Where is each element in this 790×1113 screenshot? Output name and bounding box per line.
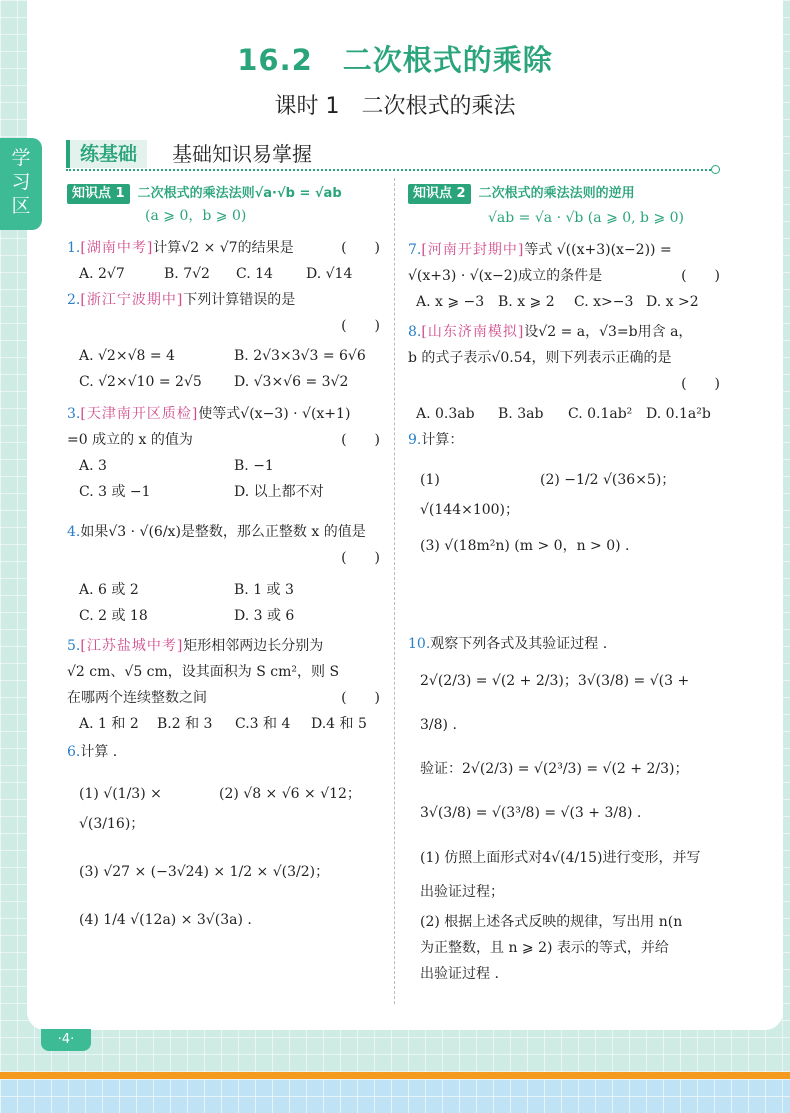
answer-paren: ( ): [341, 432, 380, 448]
calc-item: (1) √(1/3) × √(3/16)；: [79, 786, 162, 832]
section-band: [66, 138, 718, 170]
question-source: [天津南开区质检]: [80, 406, 199, 422]
lesson-subtitle: 课时 1 二次根式的乘法: [274, 94, 516, 119]
question-text: 如果√3 · √(6/x)是整数，那么正整数 x 的值是: [80, 524, 366, 540]
option-b: B. 3ab: [498, 406, 544, 422]
question-source: [山东济南模拟]: [421, 324, 525, 340]
page-title: 16.2 二次根式的乘除: [237, 43, 553, 77]
option-a: A. 2√7: [79, 266, 125, 282]
answer-paren: ( ): [341, 240, 380, 256]
option-b: B. x ⩾ 2: [498, 294, 555, 310]
question-5-options: [67, 711, 380, 737]
calc-item: (3) √(18m²n) (m > 0，n > 0) .: [420, 538, 630, 554]
question-text: √(x+3) · √(x−2)成立的条件是: [408, 268, 603, 284]
question-number: 1.: [67, 240, 81, 256]
question-text: 设√2 = a，√3=b用含 a，: [524, 324, 693, 340]
question-number: 5.: [67, 638, 81, 654]
knowledge-point-2-formula: √ab = √a · √b (a ⩾ 0, b ⩾ 0): [488, 210, 685, 226]
question-1: [67, 235, 380, 261]
task-line: (2) 根据上述各式反映的规律，写出用 n(n: [420, 914, 683, 930]
task-line: 出验证过程 .: [420, 966, 499, 982]
question-text: 矩形相邻两边长分别为: [183, 638, 324, 654]
study-area-tab: [0, 138, 42, 230]
question-text: 计算√2 × √7的结果是: [153, 240, 294, 256]
question-4-options-row1: [67, 577, 380, 603]
question-source: [河南开封期中]: [421, 242, 525, 258]
right-column: [408, 182, 720, 987]
option-c: C. 0.1ab²: [568, 406, 633, 422]
side-tab-char: 区: [11, 195, 31, 217]
option-d: D. √3×√6 = 3√2: [234, 374, 349, 390]
question-8: [408, 319, 720, 345]
question-number: 2.: [67, 292, 81, 308]
question-7: [408, 237, 720, 263]
option-d: D. x >2: [646, 294, 699, 310]
question-source: [江苏盐城中考]: [80, 638, 184, 654]
option-b: B.2 和 3: [157, 716, 213, 732]
option-a: A. 1 和 2: [79, 716, 139, 732]
question-8-options: [408, 401, 720, 427]
task-line: 出验证过程；: [420, 884, 504, 900]
option-d: D.4 和 5: [311, 716, 367, 732]
question-5-line3: [67, 685, 380, 711]
calc-item: (1) √(144×100)；: [420, 472, 520, 518]
page-number: ·4·: [41, 1029, 91, 1051]
orange-stripe: [0, 1072, 790, 1079]
knowledge-point-2-title: 二次根式的乘法法则的逆用: [478, 186, 635, 201]
task-line: 为正整数，且 n ⩾ 2) 表示的等式，并给: [420, 940, 669, 956]
question-text: b 的式子表示√0.54，则下列表示正确的是: [408, 350, 672, 366]
verify-line: 验证：2√(2/3) = √(2³/3) = √(2 + 2/3)；: [420, 761, 689, 777]
option-a: A. 3: [79, 458, 107, 474]
question-5: [67, 633, 380, 659]
question-10: [408, 631, 720, 657]
side-tab-char: 习: [11, 171, 31, 193]
option-d: D. 以上都不对: [234, 484, 324, 500]
left-column: [67, 182, 380, 935]
option-c: C. 14: [236, 266, 273, 282]
question-2-options-row1: [67, 343, 380, 369]
question-text: √2 cm、√5 cm，设其面积为 S cm²，则 S: [67, 664, 340, 680]
question-3-options-row2: [67, 479, 380, 505]
question-6-row1: [67, 779, 380, 839]
question-4: [67, 519, 380, 545]
question-number: 10.: [408, 636, 431, 652]
side-tab-char: 学: [11, 147, 31, 169]
option-b: B. 1 或 3: [234, 582, 294, 598]
question-1-options: [67, 261, 380, 287]
knowledge-point-1-title: 二次根式的乘法法则√a·√b = √ab: [137, 186, 342, 201]
option-a: A. x ⩾ −3: [416, 294, 485, 310]
question-9: [408, 427, 720, 453]
option-a: A. √2×√8 = 4: [79, 348, 175, 364]
verify-line: 3√(3/8) = √(3³/8) = √(3 + 3/8) .: [420, 805, 642, 821]
option-d: D. 3 或 6: [234, 608, 295, 624]
example-line: 2√(2/3) = √(2 + 2/3)；3√(3/8) = √(3 + 3/8) .: [420, 673, 690, 733]
question-number: 9.: [408, 432, 422, 448]
answer-paren: ( ): [681, 376, 720, 392]
bottom-band: [0, 1079, 790, 1113]
question-7-options: [408, 289, 720, 315]
option-c: C. 2 或 18: [79, 608, 148, 624]
knowledge-point-2-tag: 知识点 2: [408, 184, 471, 204]
option-c: C. 3 或 −1: [79, 484, 151, 500]
question-2-paren-row: [67, 313, 380, 343]
question-text: 计算：: [421, 432, 464, 448]
question-4-options-row2: [67, 603, 380, 629]
question-9-row1: [408, 465, 720, 525]
question-source: [浙江宁波期中]: [80, 292, 184, 308]
question-text: 在哪两个连续整数之间: [67, 690, 207, 706]
option-d: D. √14: [306, 266, 353, 282]
calc-item: (3) √27 × (−3√24) × 1/2 × √(3/2)；: [79, 864, 330, 880]
question-text: 观察下列各式及其验证过程 .: [430, 636, 608, 652]
question-8-paren-row: [408, 371, 720, 397]
option-b: B. −1: [234, 458, 274, 474]
question-3-line2: [67, 427, 380, 453]
question-5-line2: [67, 659, 380, 685]
section-label: 练基础: [66, 140, 147, 168]
question-3: [67, 401, 380, 427]
task-line: (1) 仿照上面形式对4√(4/15)进行变形，并写: [420, 850, 701, 866]
question-text: 等式 √((x+3)(x−2)) =: [524, 242, 672, 258]
knowledge-point-1-condition: (a ⩾ 0，b ⩾ 0): [145, 208, 247, 224]
question-2-options-row2: [67, 369, 380, 395]
question-number: 6.: [67, 744, 81, 760]
knowledge-point-1-tag: 知识点 1: [67, 184, 130, 204]
question-number: 3.: [67, 406, 81, 422]
question-number: 7.: [408, 242, 422, 258]
question-text: =0 成立的 x 的值为: [67, 432, 193, 448]
dotted-divider: [66, 169, 718, 171]
option-a: A. 0.3ab: [416, 406, 475, 422]
section-text: 基础知识易掌握: [172, 142, 312, 166]
question-number: 8.: [408, 324, 422, 340]
option-b: B. 2√3×3√3 = 6√6: [234, 348, 366, 364]
question-4-paren-row: [67, 545, 380, 577]
question-6: [67, 739, 380, 765]
option-d: D. 0.1a²b: [646, 406, 711, 422]
answer-paren: ( ): [341, 318, 380, 334]
question-source: [湖南中考]: [80, 240, 154, 256]
calc-item: (2) √8 × √6 × √12；: [219, 786, 361, 802]
question-2: [67, 287, 380, 313]
question-text: 计算 .: [80, 744, 118, 760]
answer-paren: ( ): [341, 550, 380, 566]
calc-item: (2) −1/2 √(36×5)；: [540, 472, 676, 488]
option-a: A. 6 或 2: [79, 582, 139, 598]
question-3-options-row1: [67, 453, 380, 479]
calc-item: (4) 1/4 √(12a) × 3√(3a) .: [79, 912, 252, 928]
option-c: C. √2×√10 = 2√5: [79, 374, 202, 390]
option-b: B. 7√2: [164, 266, 210, 282]
question-7-line2: [408, 263, 720, 289]
question-number: 4.: [67, 524, 81, 540]
question-8-line2: [408, 345, 720, 371]
divider-end-dot: [711, 165, 720, 174]
option-c: C. x>−3: [574, 294, 634, 310]
column-divider: [394, 178, 395, 1004]
option-c: C.3 和 4: [235, 716, 291, 732]
answer-paren: ( ): [341, 690, 380, 706]
question-text: 下列计算错误的是: [183, 292, 296, 308]
answer-paren: ( ): [681, 268, 720, 284]
question-text: 使等式√(x−3) · √(x+1): [198, 406, 351, 422]
